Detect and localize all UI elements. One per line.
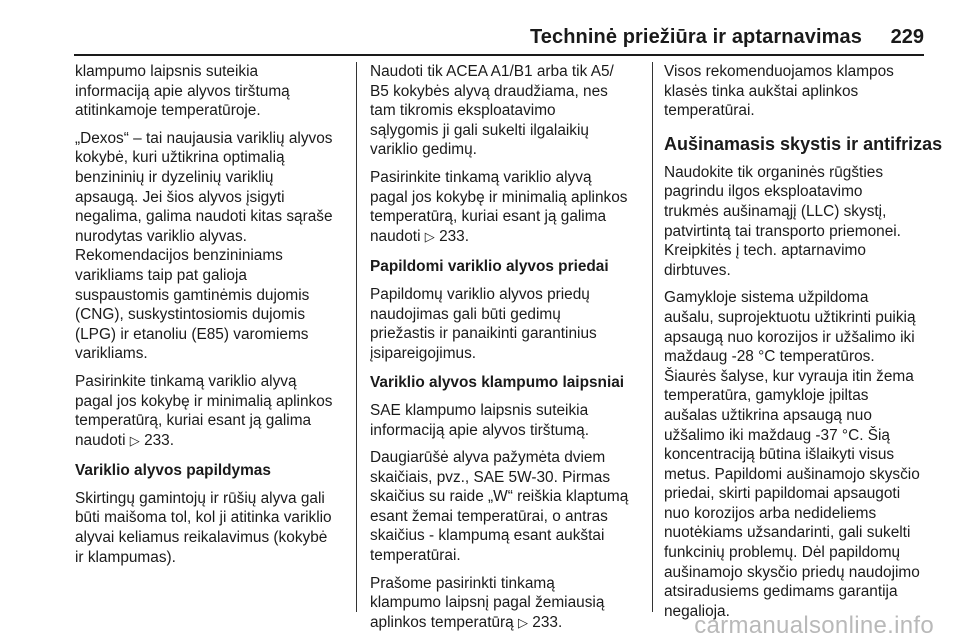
paragraph — [370, 574, 638, 634]
text-fragment: naudoti — [370, 227, 421, 245]
text-line: Naudoti tik ACEA A1/B1 arba tik A5/ — [370, 63, 614, 80]
text-line: skaičius - klampumą esant aukštai — [370, 527, 605, 545]
text-line: priedai, skirti papildomai apsaugoti — [664, 485, 901, 503]
text-line: funkcinių problemų. Dėl papildomų — [664, 544, 901, 562]
text-line: tam tikromis eksploatavimo — [370, 102, 556, 120]
text-line: klasės tinka aukštai aplinkos — [664, 82, 859, 100]
paragraph — [75, 62, 347, 121]
text-line: „Dexos“ – tai naujausia variklių alyvos — [75, 129, 333, 147]
text-line: nuotėkiams užsandarinti, gali sukelti — [664, 524, 911, 542]
text-line: temperatūra, gamykloje įpiltas — [664, 387, 869, 405]
text-line: (LPG) ir etanoliu (E85) varomiems — [75, 325, 309, 343]
column-2 — [370, 62, 638, 641]
text-line: užšalimo iki maždaug -37 °C. Šią — [664, 426, 890, 444]
paragraph — [370, 62, 638, 160]
text-line: įsipareigojimus. — [370, 344, 477, 362]
watermark: carmanualsonline.info — [694, 612, 934, 639]
text-line: SAE klampumo laipsnis suteikia — [370, 401, 589, 419]
text-line — [370, 613, 638, 634]
text-line: Skirtingų gamintojų ir rūšių alyva gali — [75, 489, 325, 507]
text-line: maždaug -28 °C temperatūros. — [664, 348, 875, 366]
text-line: klampumo laipsnį pagal žemiausią — [370, 594, 605, 612]
paragraph — [75, 489, 347, 567]
section-heading: Aušinamasis skystis ir antifrizas — [664, 133, 943, 154]
paragraph — [370, 448, 638, 566]
text-line: variklio gedimų. — [370, 141, 477, 159]
text-line: varikliams. — [75, 345, 148, 363]
text-line: klampumo laipsnis suteikia — [75, 63, 259, 80]
triangle-right-icon[interactable]: ▷ — [424, 229, 435, 245]
paragraph — [370, 168, 638, 247]
text-line: temperatūrą, kuriai esant ją galima — [75, 412, 312, 430]
text-line: patvirtintą tai transporto priemonei. — [664, 222, 901, 240]
text-line: atitinkamoje temperatūroje. — [75, 102, 261, 120]
text-line: Daugiarūšė alyva pažymėta dviem — [370, 449, 606, 467]
text-line: nurodytas variklio alyvas. — [75, 227, 247, 245]
paragraph — [75, 372, 347, 451]
page-number: 229 — [890, 26, 924, 48]
text-line: metus. Papildomi aušinamojo skysčio — [664, 465, 920, 483]
text-line: suspaustomis gamtinėmis dujomis — [75, 286, 310, 304]
paragraph — [75, 129, 347, 364]
text-line: pagal jos kokybę ir minimalią aplinkos — [370, 188, 628, 206]
page-reference-link[interactable]: 233. — [144, 431, 175, 449]
text-line: Pasirinkite tinkamą variklio alyvą — [75, 372, 297, 390]
text-line: temperatūrai. — [370, 547, 461, 565]
column-divider-2 — [652, 62, 653, 612]
text-line: Pasirinkite tinkamą variklio alyvą — [370, 168, 592, 186]
page-header — [0, 0, 960, 56]
text-line: skaičiais, pvz., SAE 5W-30. Pirmas — [370, 468, 611, 486]
text-line: alyvai keliamus reikalavimus (kokybė — [75, 529, 328, 547]
text-line: B5 kokybės alyvą draudžiama, nes — [370, 82, 608, 100]
text-line: naudojimas gali būti gedimų — [370, 305, 561, 323]
text-line: būti maišoma tol, kol ji atitinka variklio — [75, 509, 332, 527]
text-line: Gamykloje sistema užpildoma — [664, 289, 869, 307]
text-line: ir klampumas). — [75, 548, 176, 566]
text-line: kokybė, kuri užtikrina optimalią — [75, 149, 285, 167]
paragraph — [664, 163, 928, 281]
subheading: Variklio alyvos papildymas — [75, 462, 271, 480]
triangle-right-icon[interactable]: ▷ — [518, 615, 529, 631]
text-line: sąlygomis ji gali sukelti ilgalaikių — [370, 121, 589, 139]
text-line: temperatūrą, kuriai esant ją galima — [370, 208, 607, 226]
text-line: Papildomų variklio alyvos priedų — [370, 285, 590, 303]
triangle-right-icon[interactable]: ▷ — [129, 433, 140, 449]
text-fragment: aplinkos temperatūrą — [370, 613, 514, 631]
text-line: apsaugą nuo korozijos ir užšalimo iki — [664, 328, 915, 346]
text-line: skaičius su raide „W“ reiškia klaptumą — [370, 488, 629, 506]
text-line: Naudokite tik organinės rūgšties — [664, 163, 884, 181]
column-1 — [75, 62, 347, 575]
text-line: temperatūrai. — [664, 102, 755, 120]
header-rule — [74, 54, 924, 56]
text-line: priežastis ir panaikinti garantinius — [370, 325, 597, 343]
text-line — [370, 227, 638, 248]
text-line: negalima, galima naudoti kitas sąraše — [75, 208, 333, 226]
paragraph — [664, 288, 928, 621]
text-line: (CNG), suskystintosiomis dujomis — [75, 306, 306, 324]
text-line: aušalu, suprojektuotu užtikrinti puikią — [664, 308, 916, 326]
subheading: Variklio alyvos klampumo laipsniai — [370, 374, 625, 392]
page-reference-link[interactable]: 233. — [439, 227, 470, 245]
text-line: nuo korozijos arba nedideliems — [664, 504, 877, 522]
text-line: pagal jos kokybę ir minimalią aplinkos — [75, 392, 333, 410]
subheading: Papildomi variklio alyvos priedai — [370, 258, 609, 276]
page-reference-link[interactable]: 233. — [532, 613, 563, 631]
text-line: esant žemai temperatūrai, o antras — [370, 507, 608, 525]
text-line: Rekomendacijos benzininiams — [75, 247, 283, 265]
text-line: aušalas užtikrina apsaugą nuo — [664, 406, 872, 424]
paragraph — [370, 401, 638, 440]
column-divider-1 — [356, 62, 357, 612]
text-line: dirbtuves. — [664, 261, 731, 279]
text-fragment: naudoti — [75, 431, 126, 449]
text-line: informaciją apie alyvos tirštumą. — [370, 421, 589, 439]
text-line: negalioja. — [664, 602, 730, 620]
text-line: informaciją apie alyvos tirštumą — [75, 82, 290, 100]
column-3 — [664, 62, 943, 629]
text-line: aušinamojo skysčio priedų naudojimo — [664, 563, 920, 581]
text-line: trukmės aušinamąjį (LLC) skystį, — [664, 202, 887, 220]
text-line: pagrindu ilgos eksploatavimo — [664, 183, 863, 201]
text-line: Prašome pasirinkti tinkamą — [370, 574, 555, 592]
text-line: atsiradusiems gedimams garantija — [664, 583, 898, 601]
text-line: Visos rekomenduojamos klampos — [664, 63, 894, 80]
text-line: Šiaurės šalyse, kur vyrauja itin žema — [664, 367, 914, 385]
text-line: benzininių ir dyzelinių variklių — [75, 168, 274, 186]
text-line: koncentraciją būtina išlaikyti visus — [664, 446, 895, 464]
text-line: apsaugą. Jei šios alyvos įsigyti — [75, 188, 285, 206]
page-title: Techninė priežiūra ir aptarnavimas — [529, 26, 862, 48]
paragraph — [370, 285, 638, 363]
text-line: varikliams taip pat galioja — [75, 266, 247, 284]
text-line — [75, 431, 347, 452]
paragraph — [664, 62, 928, 121]
text-line: Kreipkitės į tech. aptarnavimo — [664, 242, 866, 260]
